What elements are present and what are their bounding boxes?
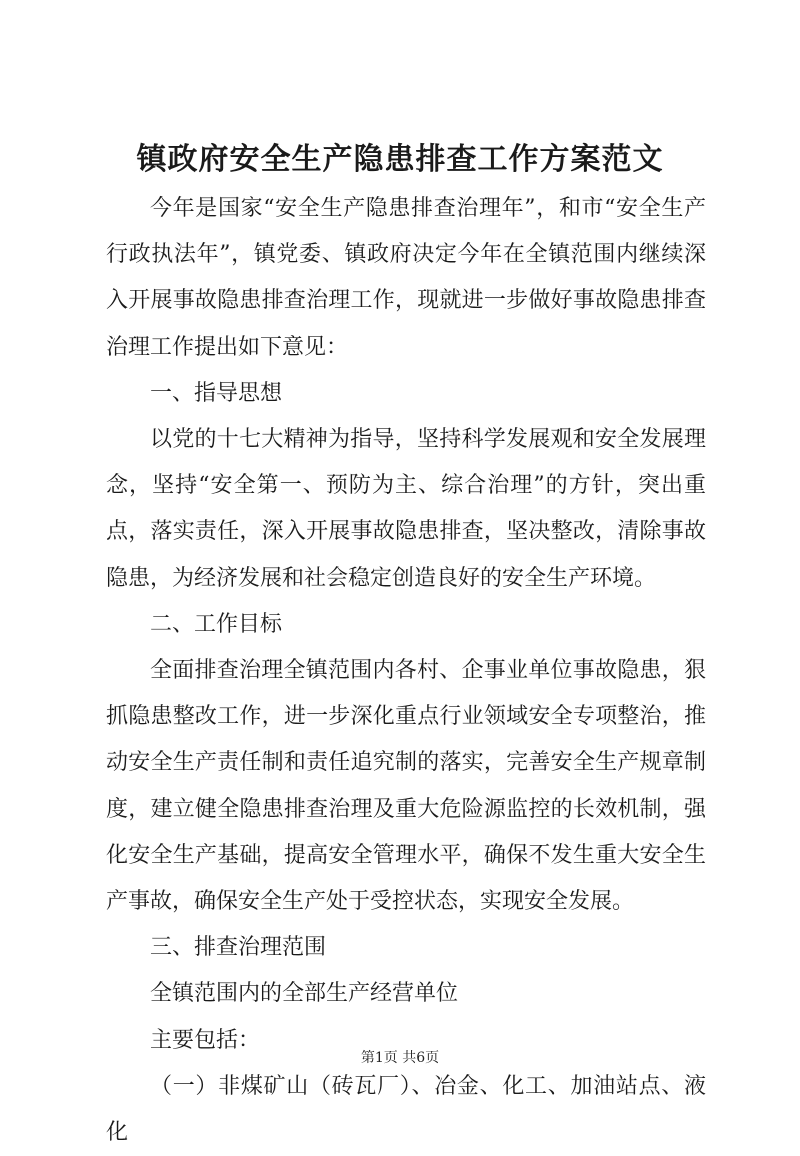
page-footer: 第1页 共6页 xyxy=(360,1050,440,1066)
section-heading-scope: 三、排查治理范围 xyxy=(150,935,327,961)
main-includes-label: 主要包括： xyxy=(150,1027,261,1053)
guiding-ideology-paragraph: 以党的十七大精神为指导，坚持科学发展观和安全发展理念，坚持“安全第一、预防为主、综合治理”的方针，突出重点，落实责任，深入开展事故隐患排查，坚决整改，清除事故隐患，为经济发展和社会稳定创造良好的安全生产环境。 xyxy=(106,427,706,591)
section-heading-guiding-ideology: 一、指导思想 xyxy=(150,380,283,406)
work-goals-paragraph: 全面排查治理全镇范围内各村、企事业单位事故隐患，狠抓隐患整改工作，进一步深化重点行业领域安全专项整治，推动安全生产责任制和责任追究制的落实，完善安全生产规章制度，建立健全隐患排查治理及重大危险源监控的长效机制，强化安全生产基础，提高安全管理水平，确保不发生重大安全生产事故，确保安全生产处于受控状态，实现安全发展。 xyxy=(106,658,706,915)
section-heading-work-goals: 二、工作目标 xyxy=(150,611,283,637)
list-item-1: （一）非煤矿山（砖瓦厂）、冶金、化工、加油站点、液化 xyxy=(106,1073,706,1146)
intro-paragraph: 今年是国家“安全生产隐患排查治理年”，和市“安全生产行政执法年”，镇党委、镇政府决定今年在全镇范围内继续深入开展事故隐患排查治理工作，现就进一步做好事故隐患排查治理工作提出如下意见： xyxy=(106,196,706,360)
document-title: 镇政府安全生产隐患排查工作方案范文 xyxy=(136,142,664,177)
scope-paragraph: 全镇范围内的全部生产经营单位 xyxy=(150,981,459,1007)
document-body xyxy=(106,186,706,1156)
